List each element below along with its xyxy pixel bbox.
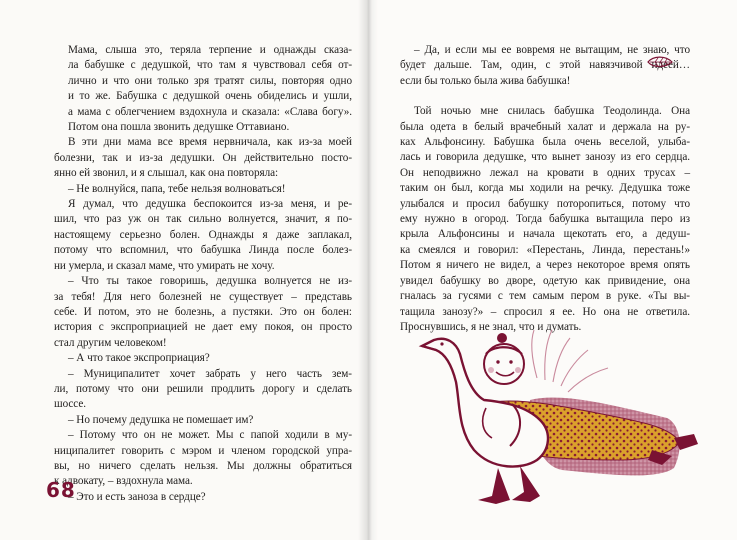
text-line: крыла Альфонсины и начала щекотать его, а дедуш-	[400, 228, 690, 241]
text-line: янно ей звонил, и я слышал, как она повторяла:	[54, 167, 279, 180]
text-line: ла бабушке с дедушкой, что там я чувствовал себя от-	[68, 59, 352, 72]
paragraph	[54, 135, 352, 505]
text-line: вы, но ничего сделать нельзя. Мы должны обратиться	[54, 459, 352, 472]
text-line: Потом я ничего не видел, а через некоторое время опять	[400, 259, 690, 272]
goose-foot	[512, 466, 540, 502]
text-line: ни умерла, и сказал маме, что умирать не хочу.	[54, 259, 275, 272]
text-line: тащила занозу?» – спросил я ее. Но она не ответила.	[400, 305, 690, 318]
text-line: Потом она пошла звонить дедушке Оттавиано.	[68, 121, 290, 134]
text-line: если бы только была жива бабушка!	[400, 74, 571, 87]
leaf-icon	[647, 55, 673, 69]
paragraph	[54, 43, 352, 135]
text-line: ниципалитет говорить с мэром и членом городской упра-	[54, 444, 352, 457]
text-line: история с экспроприацией не дает ему покоя, он просто	[54, 321, 352, 334]
paragraph	[400, 104, 690, 335]
text-line: – Что ты такое говоришь, дедушка волнуется не из-	[68, 275, 352, 288]
text-line: – Потому что он не может. Мы с папой ходили в му-	[68, 429, 352, 442]
text-line: – Да, и если мы ее вовремя не вытащим, не знаю, что	[414, 44, 690, 56]
text-line: – А что такое экспроприация?	[68, 352, 210, 365]
text-line: ли, потому что они решили продлить дорогу и сделать	[54, 382, 352, 395]
text-line: за тебя! Для него болезней не существует – представь	[54, 290, 352, 303]
page-number: 68	[46, 478, 76, 502]
text-line: шоссе.	[54, 398, 87, 411]
text-line: к адвокату, – вздохнула мама.	[54, 475, 193, 488]
text-line: Проснувшись, я не знал, что и думать.	[400, 320, 582, 333]
text-line: В эти дни мама все время нервничала, как из-за моей	[68, 136, 352, 149]
text-line: увидел бабушку во дворе, одетую как привидение, она	[400, 274, 690, 287]
text-line: ках Альфонсину. Бабушка была очень веселой, улыба-	[400, 136, 690, 149]
text-line: болезни, так и из-за дедушки. Он действительно посто-	[54, 151, 352, 164]
right-page-text	[400, 43, 690, 335]
text-line: таким он был, когда мы ходили на речку. Дедушка тоже	[400, 182, 690, 195]
text-line: лась и говорила дедушке, что вынет занозу из его сердца.	[400, 151, 690, 164]
text-line: ка смеялся и говорил: «Перестань, Линда, перестань!»	[400, 243, 690, 256]
text-line: – Не волнуйся, папа, тебе нельзя волноваться!	[68, 182, 286, 195]
text-line: – Муниципалитет хочет забрать у него часть зем-	[68, 367, 352, 380]
text-line: а мама с облегчением вздохнула и сказала: «Слава богу».	[68, 105, 352, 118]
goose-foot	[478, 468, 510, 504]
goose-eye	[440, 342, 443, 345]
text-line: – Но почему дедушка не помешает им?	[68, 413, 254, 426]
text-line: была одета в белый врачебный халат и держала на ру-	[400, 120, 690, 133]
text-line: лично и что они только зря тратят силы, повторяя одно	[68, 74, 352, 87]
text-line: улыбался и просил бабушку поторопиться, потому что	[400, 197, 690, 210]
text-line: шил, что раз уж он так сильно волнуется, значит, я по-	[54, 213, 352, 226]
text-line: ему нужно в огород. Тогда бабушка вытащила перо из	[400, 213, 690, 226]
wing-shape	[532, 330, 608, 392]
text-line: настоящему серьезно болен. Однажды я даже заплакал,	[54, 228, 352, 241]
text-line: будет дальше. Там, один, с этой навязчивой идеей…	[400, 59, 690, 72]
grandmother-with-goose-illustration	[412, 320, 712, 520]
text-line: Той ночью мне снилась бабушка Теодолинда. Она	[414, 105, 690, 118]
text-line: себе. И потом, это не болезнь, а пустяки. Это он болен:	[54, 305, 352, 318]
text-line: гналась за гусями с тем самым пером в руке. «Ты вы-	[400, 290, 690, 303]
text-line: Мама, слыша это, теряла терпение и однажды сказа-	[68, 44, 352, 56]
text-line: стал другим человеком!	[54, 336, 167, 349]
text-line: Я думал, что дедушка беспокоится из-за меня, и ре-	[68, 198, 352, 211]
left-page-text	[54, 43, 352, 505]
book-gutter	[358, 0, 378, 540]
text-line: потому что вспомнил, что бабушка Линда после болез-	[54, 244, 352, 257]
text-line: Он неподвижно лежал на кровати в одних трусах –	[400, 166, 690, 179]
text-line: и то же. Бабушка с дедушкой очень обиделись и ушли,	[68, 90, 352, 103]
text-line: – Это и есть заноза в сердце?	[68, 490, 206, 503]
